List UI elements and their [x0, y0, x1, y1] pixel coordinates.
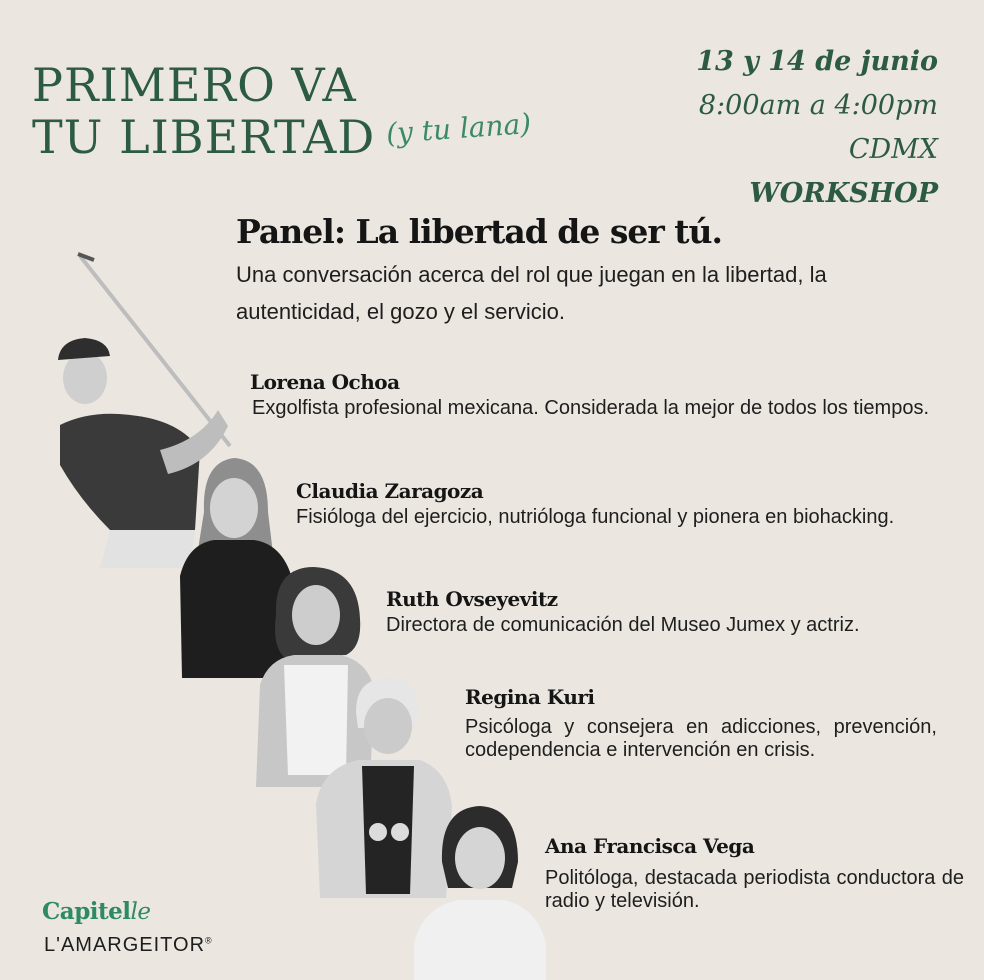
speaker-name-1: Lorena Ochoa	[250, 370, 400, 394]
panel-title: Panel: La libertad de ser tú.	[236, 212, 723, 251]
speaker-name-4: Regina Kuri	[465, 685, 595, 709]
lamargeitor-logo: L'AMARGEITOR®	[44, 934, 212, 956]
speaker-photo-ana-francisca-vega	[408, 802, 550, 980]
capitelle-logo: Capitelle	[42, 898, 151, 925]
speaker-name-2: Claudia Zaragoza	[296, 479, 484, 503]
handwritten-subtitle: (y tu lana)	[385, 106, 533, 151]
speaker-description-5: Politóloga, destacada periodista conductora de radio y televisión.	[545, 867, 964, 912]
event-time: 8:00am a 4:00pm	[698, 90, 938, 121]
speaker-description-2: Fisióloga del ejercicio, nutrióloga funcional y pionera en biohacking.	[296, 506, 895, 528]
speaker-description-3: Directora de comunicación del Museo Jumex y actriz.	[386, 614, 860, 636]
title-line-2: TU LIBERTAD	[32, 110, 376, 164]
speaker-name-3: Ruth Ovseyevitz	[386, 587, 558, 611]
event-type: WORKSHOP	[749, 178, 938, 209]
speaker-description-1: Exgolfista profesional mexicana. Considerada la mejor de todos los tiempos.	[252, 397, 930, 419]
event-city: CDMX	[848, 134, 938, 165]
title-line-1: PRIMERO VA	[32, 58, 357, 112]
speaker-description-4: Psicóloga y consejera en adicciones, prevención, codependencia e intervención en crisis.	[465, 716, 937, 761]
panel-description: Una conversación acerca del rol que juegan en la libertad, la autenticidad, el gozo y el servicio.	[236, 262, 827, 324]
speaker-name-5: Ana Francisca Vega	[545, 834, 755, 858]
event-dates: 13 y 14 de junio	[696, 46, 938, 77]
